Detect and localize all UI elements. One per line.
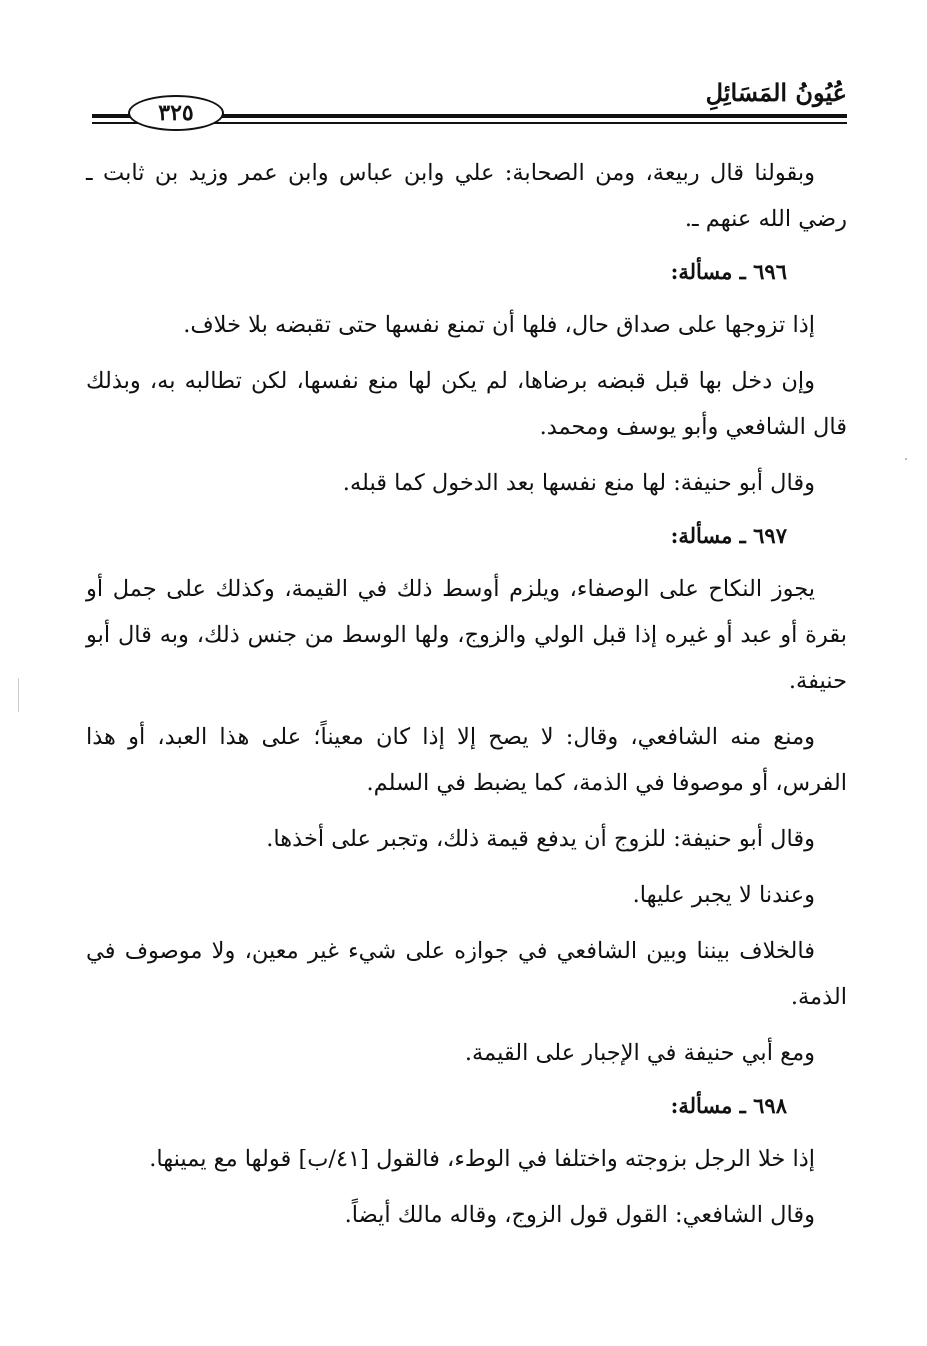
- issue-heading-697: ٦٩٧ ـ مسألة:: [670, 523, 787, 548]
- scan-margin-mark: [18, 678, 19, 712]
- paragraph-11: [86, 1136, 847, 1182]
- issue-heading-696: ٦٩٦ ـ مسألة:: [670, 259, 787, 284]
- paragraph-2: إذا تزوجها على صداق حال، فلها أن تمنع نفسها حتى تقبضه بلا خلاف.: [183, 312, 815, 338]
- manuscript-folio-reference: [٤١/ب]: [298, 1146, 369, 1172]
- paragraph-3: وإن دخل بها قبل قبضه برضاها، لم يكن لها منع نفسها، لكن تطالبه به، وبذلك قال الشافعي وأبو يوسف ومحمد.: [86, 368, 847, 440]
- paragraph-11-start: إذا خلا الرجل بزوجته واختلفا في الوطء، فالقول: [368, 1146, 815, 1172]
- paragraph-11-end: قولها مع يمينها.: [149, 1146, 299, 1172]
- page-number: ٣٢٥: [128, 95, 224, 131]
- page-body: [86, 150, 847, 1248]
- paragraph-1: وبقولنا قال ربيعة، ومن الصحابة: علي وابن عباس وابن عمر وزيد بن ثابت ـ رضي الله عنهم ـ.: [86, 160, 847, 232]
- scan-margin-dot: [905, 458, 907, 460]
- issue-heading-698: ٦٩٨ ـ مسألة:: [670, 1093, 787, 1118]
- paragraph-7: وقال أبو حنيفة: للزوج أن يدفع قيمة ذلك، وتجبر على أخذها.: [266, 826, 815, 852]
- paragraph-12: وقال الشافعي: القول قول الزوج، وقاله مالك أيضاً.: [344, 1202, 815, 1228]
- paragraph-8: وعندنا لا يجبر عليها.: [632, 882, 815, 908]
- running-title: عُيُونُ المَسَائِلِ: [705, 78, 847, 107]
- paragraph-9: فالخلاف بيننا وبين الشافعي في جوازه على شيء غير معين، ولا موصوف في الذمة.: [86, 938, 847, 1010]
- paragraph-10: ومع أبي حنيفة في الإجبار على القيمة.: [464, 1040, 815, 1066]
- paragraph-4: وقال أبو حنيفة: لها منع نفسها بعد الدخول كما قبله.: [342, 470, 815, 496]
- paragraph-6: ومنع منه الشافعي، وقال: لا يصح إلا إذا كان معيناً؛ على هذا العبد، أو هذا الفرس، أو موصوفا في الذمة، كما يضبط في السلم.: [86, 724, 847, 796]
- paragraph-5: يجوز النكاح على الوصفاء، ويلزم أوسط ذلك في القيمة، وكذلك على جمل أو بقرة أو عبد أو غيره إذا قبل الولي والزوج، ولها الوسط من جنس ذلك، وبه قال أبو حنيفة.: [86, 576, 847, 694]
